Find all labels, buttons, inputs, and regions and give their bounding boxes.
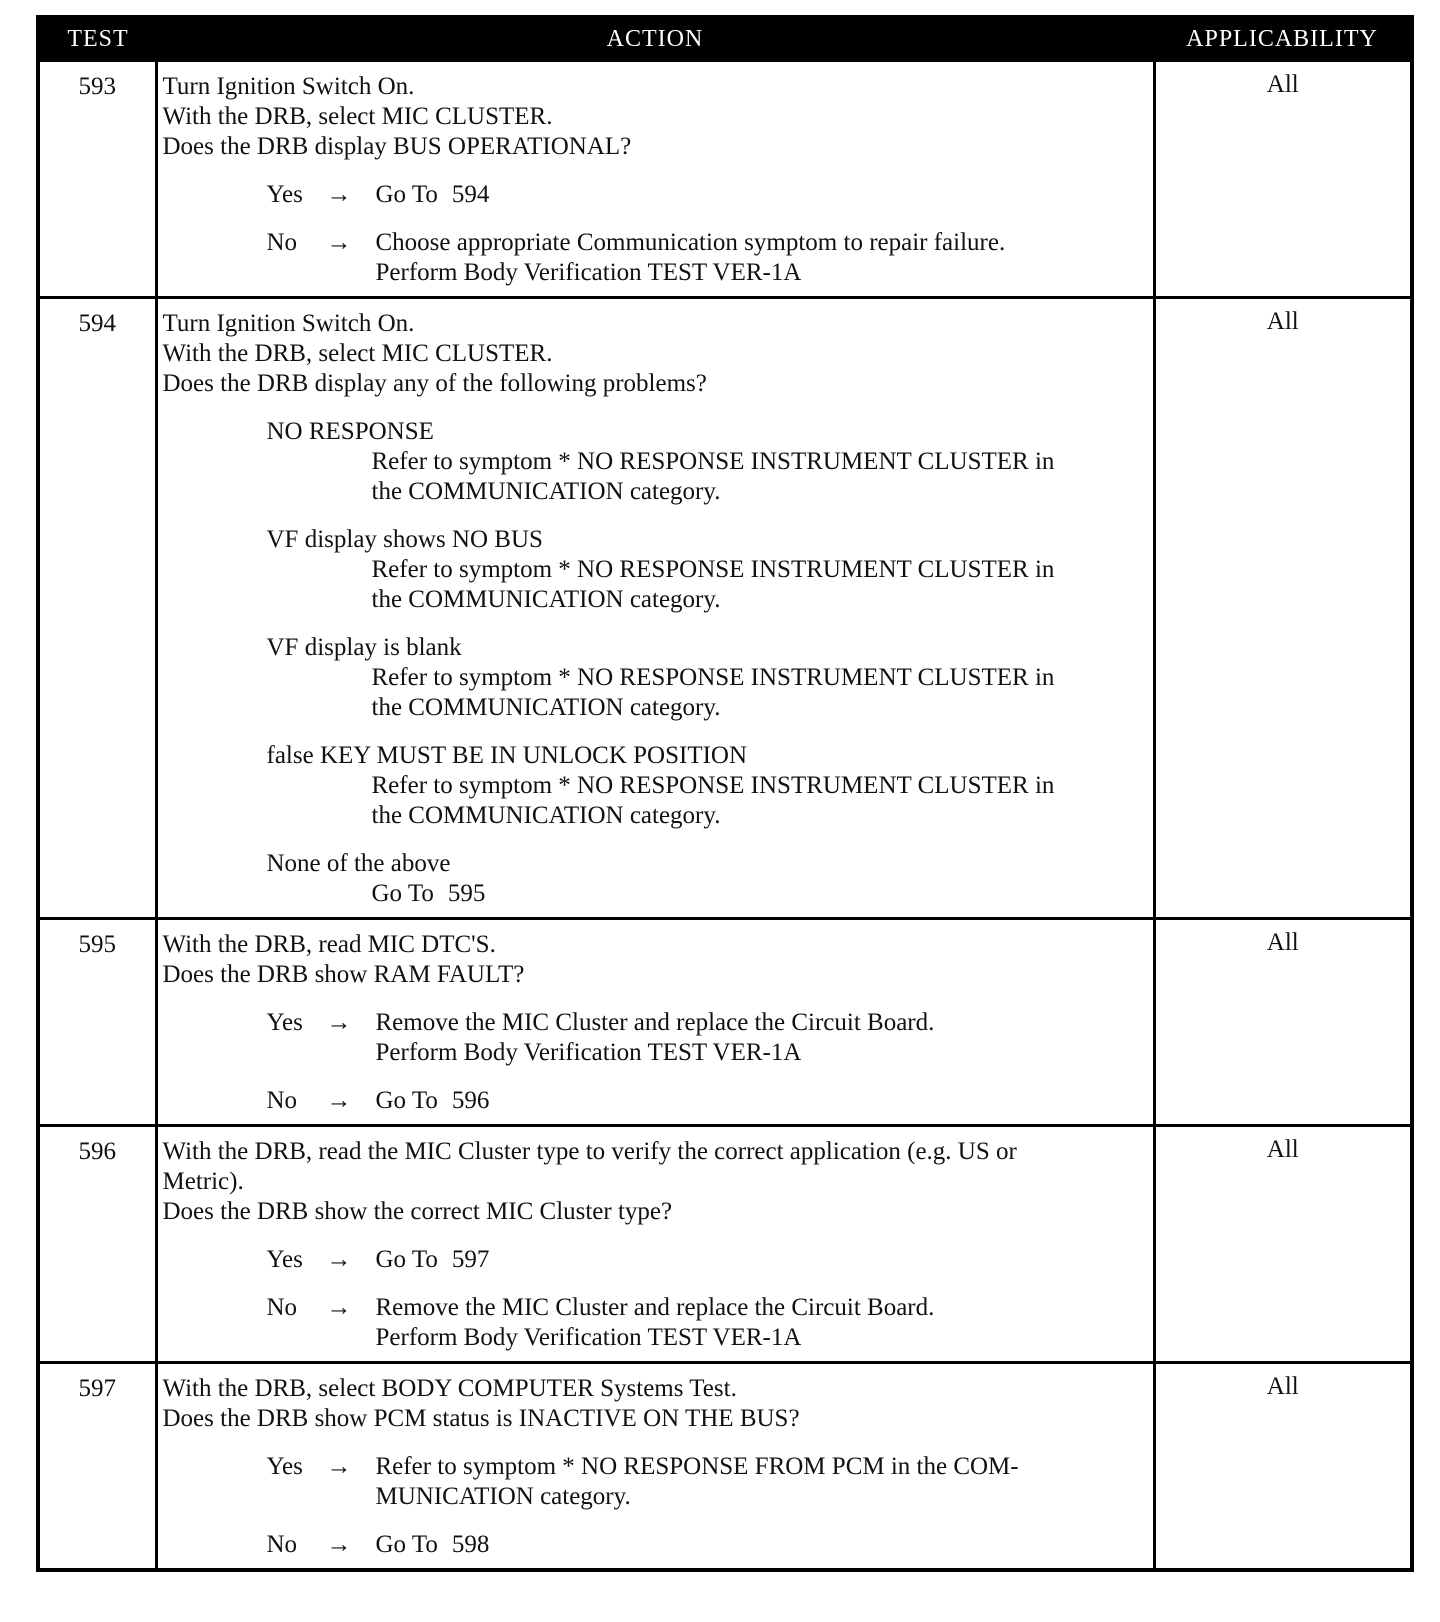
applicability-value: All bbox=[1154, 1126, 1412, 1363]
condition-result: the COMMUNICATION category. bbox=[371, 586, 721, 613]
action-cell bbox=[156, 1363, 1154, 1571]
goto-result: Go To 596 bbox=[375, 1087, 490, 1114]
action-line: Turn Ignition Switch On. bbox=[162, 310, 415, 337]
condition-item bbox=[267, 849, 1145, 909]
condition-item bbox=[267, 525, 1145, 615]
action-line: Does the DRB display BUS OPERATIONAL? bbox=[162, 133, 632, 160]
condition-result: Refer to symptom * NO RESPONSE INSTRUMENT CLUSTER in bbox=[371, 556, 1055, 583]
arrow-icon: → bbox=[326, 1246, 352, 1273]
answer-label: Yes bbox=[266, 1453, 303, 1480]
applicability-value: All bbox=[1154, 61, 1412, 298]
no-option bbox=[267, 1086, 1145, 1116]
option-result: Refer to symptom * NO RESPONSE FROM PCM in the COM- MUNICATION category. bbox=[375, 1453, 1019, 1510]
test-number: 596 bbox=[38, 1126, 156, 1363]
arrow-icon: → bbox=[326, 229, 352, 256]
goto-result: Go To 595 bbox=[371, 880, 486, 907]
condition-label: None of the above bbox=[266, 850, 451, 877]
no-option bbox=[267, 1530, 1145, 1560]
action-line: With the DRB, select MIC CLUSTER. bbox=[162, 103, 553, 130]
header-test: TEST bbox=[38, 17, 156, 61]
test-row-596 bbox=[38, 1126, 1412, 1363]
header-row bbox=[38, 17, 1412, 61]
test-number: 597 bbox=[38, 1363, 156, 1571]
condition-label: false KEY MUST BE IN UNLOCK POSITION bbox=[266, 742, 748, 769]
action-line: Turn Ignition Switch On. bbox=[162, 73, 415, 100]
action-cell bbox=[156, 919, 1154, 1126]
no-option bbox=[267, 228, 1145, 288]
action-cell bbox=[156, 298, 1154, 919]
condition-result: the COMMUNICATION category. bbox=[371, 694, 721, 721]
action-line: Metric). bbox=[162, 1168, 244, 1195]
goto-test-number: 595 bbox=[447, 880, 486, 907]
action-cell bbox=[156, 1126, 1154, 1363]
condition-result: the COMMUNICATION category. bbox=[371, 478, 721, 505]
goto-result: Go To 598 bbox=[375, 1531, 490, 1558]
yes-option bbox=[267, 180, 1145, 210]
condition-item bbox=[267, 741, 1145, 831]
goto-result: Go To 597 bbox=[375, 1246, 490, 1273]
test-row-595 bbox=[38, 919, 1412, 1126]
test-number: 594 bbox=[38, 298, 156, 919]
arrow-icon: → bbox=[326, 1294, 352, 1321]
goto-test-number: 597 bbox=[451, 1246, 490, 1273]
answer-label: No bbox=[266, 1087, 298, 1114]
goto-test-number: 594 bbox=[451, 181, 490, 208]
action-line: Does the DRB show PCM status is INACTIVE ON THE BUS? bbox=[162, 1405, 800, 1432]
applicability-value: All bbox=[1154, 1363, 1412, 1571]
header-action: ACTION bbox=[156, 17, 1154, 61]
condition-label: VF display shows NO BUS bbox=[266, 526, 543, 553]
applicability-value: All bbox=[1154, 298, 1412, 919]
answer-label: Yes bbox=[266, 181, 303, 208]
test-row-594 bbox=[38, 298, 1412, 919]
condition-result: Refer to symptom * NO RESPONSE INSTRUMENT CLUSTER in bbox=[371, 772, 1055, 799]
action-line: With the DRB, read MIC DTC'S. bbox=[162, 931, 496, 958]
condition-label: VF display is blank bbox=[266, 634, 462, 661]
arrow-icon: → bbox=[326, 1087, 352, 1114]
action-line: With the DRB, read the MIC Cluster type to verify the correct application (e.g. US or bbox=[162, 1138, 1017, 1165]
test-row-597 bbox=[38, 1363, 1412, 1571]
action-line: With the DRB, select BODY COMPUTER Systems Test. bbox=[162, 1375, 737, 1402]
action-line: With the DRB, select MIC CLUSTER. bbox=[162, 340, 553, 367]
condition-item bbox=[267, 633, 1145, 723]
answer-label: No bbox=[266, 1294, 298, 1321]
action-line: Does the DRB show the correct MIC Cluster type? bbox=[162, 1198, 673, 1225]
yes-option bbox=[267, 1245, 1145, 1275]
test-number: 593 bbox=[38, 61, 156, 298]
answer-label: No bbox=[266, 1531, 298, 1558]
condition-result: Refer to symptom * NO RESPONSE INSTRUMENT CLUSTER in bbox=[371, 448, 1055, 475]
header-applicability: APPLICABILITY bbox=[1154, 17, 1412, 61]
goto-test-number: 596 bbox=[451, 1087, 490, 1114]
option-result: Remove the MIC Cluster and replace the Circuit Board. Perform Body Verification TEST VER-1A bbox=[375, 1294, 935, 1351]
action-line: Does the DRB show RAM FAULT? bbox=[162, 961, 525, 988]
applicability-value: All bbox=[1154, 919, 1412, 1126]
arrow-icon: → bbox=[326, 1009, 352, 1036]
test-row-593 bbox=[38, 61, 1412, 298]
condition-item bbox=[267, 417, 1145, 507]
answer-label: Yes bbox=[266, 1246, 303, 1273]
arrow-icon: → bbox=[326, 1453, 352, 1480]
option-result: Remove the MIC Cluster and replace the Circuit Board. Perform Body Verification TEST VER-1A bbox=[375, 1009, 935, 1066]
action-cell bbox=[156, 61, 1154, 298]
goto-result: Go To 594 bbox=[375, 181, 490, 208]
answer-label: No bbox=[266, 229, 298, 256]
goto-test-number: 598 bbox=[451, 1531, 490, 1558]
arrow-icon: → bbox=[326, 181, 352, 208]
condition-label: NO RESPONSE bbox=[266, 418, 434, 445]
option-result: Choose appropriate Communication symptom to repair failure. Perform Body Verification TEST VER-1A bbox=[375, 229, 1006, 286]
condition-result: Refer to symptom * NO RESPONSE INSTRUMENT CLUSTER in bbox=[371, 664, 1055, 691]
no-option bbox=[267, 1293, 1145, 1353]
test-procedure-table bbox=[36, 15, 1414, 1572]
answer-label: Yes bbox=[266, 1009, 303, 1036]
yes-option bbox=[267, 1452, 1145, 1512]
action-line: Does the DRB display any of the following problems? bbox=[162, 370, 707, 397]
procedure-page bbox=[36, 15, 1410, 1572]
yes-option bbox=[267, 1008, 1145, 1068]
arrow-icon: → bbox=[326, 1531, 352, 1558]
test-number: 595 bbox=[38, 919, 156, 1126]
condition-result: the COMMUNICATION category. bbox=[371, 802, 721, 829]
